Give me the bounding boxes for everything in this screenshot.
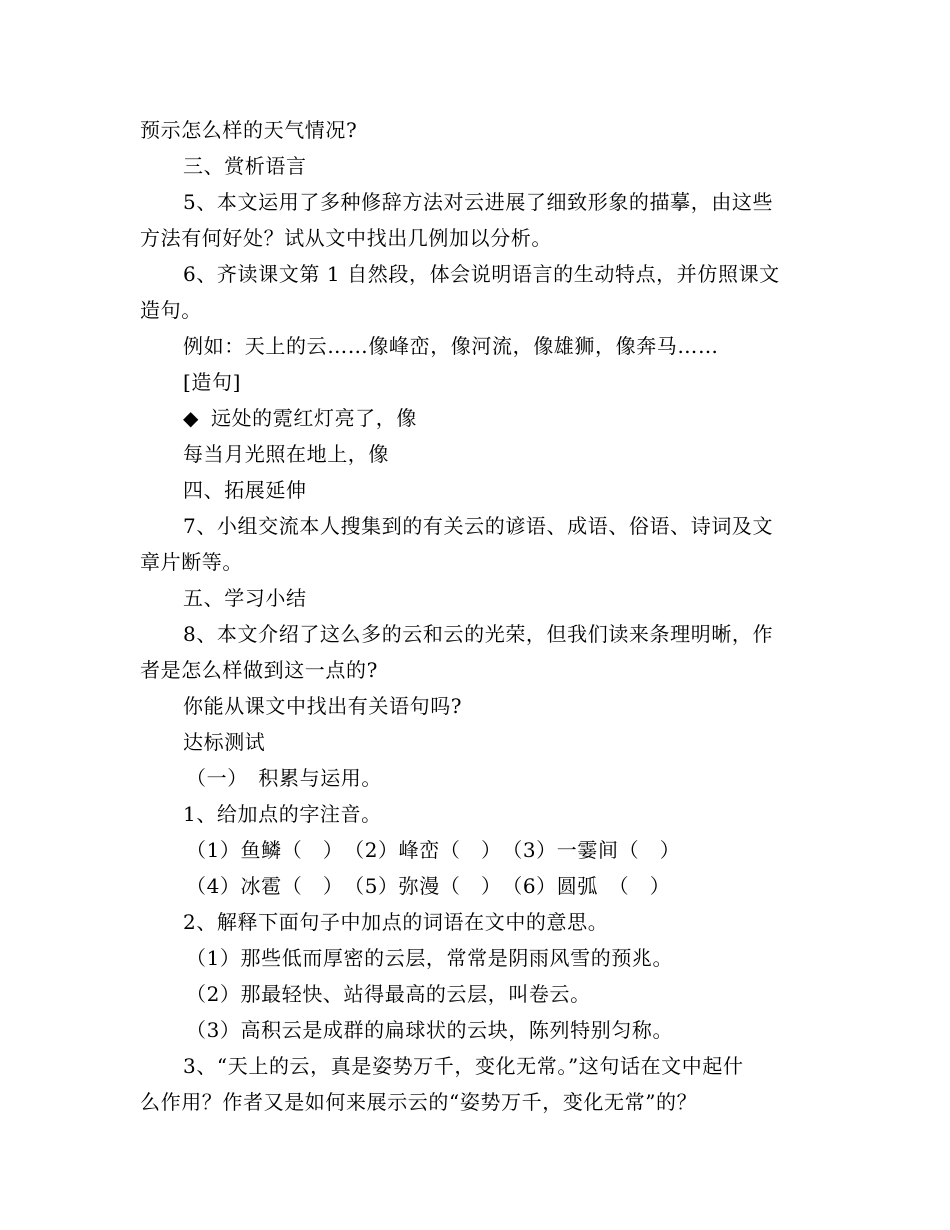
question-text: 7、小组交流本人搜集到的有关云的谚语、成语、俗语、诗词及文: [183, 514, 774, 538]
list-item: （1）鱼鳞（ ） （2）峰峦（ ） （3）一霎间（ ）: [186, 838, 681, 862]
question-text: 3、“天上的云，真是姿势万千，变化无常。”这句话在文中起什: [183, 1054, 744, 1078]
text-line: 者是怎么样做到这一点的?: [140, 658, 378, 682]
list-item: （3）高积云是成群的扁球状的云块，陈列特别匀称。: [186, 1018, 674, 1042]
section-heading: 三、赏析语言: [183, 154, 307, 178]
question-text: 8、本文介绍了这么多的云和云的光荣，但我们读来条理明晰，作: [183, 622, 774, 646]
list-item: （2）那最轻快、站得最高的云层，叫卷云。: [186, 982, 591, 1006]
section-heading: 四、拓展延伸: [183, 478, 307, 502]
text-line: 么作用？作者又是如何来展示云的“姿势万千，变化无常”的？: [140, 1090, 698, 1114]
list-item: （4）冰雹（ ） （5）弥漫（ ） （6）圆弧 （ ）: [186, 874, 671, 898]
bracket-label: [造句]: [183, 370, 242, 394]
text-line: 造句。: [140, 298, 202, 322]
text-line: 预示怎么样的天气情况?: [140, 118, 358, 142]
bullet-line: [183, 404, 863, 432]
subsection-heading: （一） 积累与运用。: [186, 766, 382, 790]
question-text: 1、给加点的字注音。: [183, 802, 382, 826]
text-line: 方法有何好处？试从文中找出几例加以分析。: [140, 226, 552, 250]
section-heading: 五、学习小结: [183, 586, 307, 610]
text-line: 每当月光照在地上，像: [183, 442, 389, 466]
text-line: 章片断等。: [140, 550, 243, 574]
question-text: 6、齐读课文第 1 自然段，体会说明语言的生动特点，并仿照课文: [183, 262, 780, 286]
question-text: 5、本文运用了多种修辞方法对云进展了细致形象的描摹，由这些: [183, 190, 774, 214]
text-line: 你能从课文中找出有关语句吗?: [183, 694, 463, 718]
diamond-bullet-icon: ◆: [183, 406, 199, 430]
question-text: 2、解释下面句子中加点的词语在文中的意思。: [183, 910, 609, 934]
section-heading: 达标测试: [183, 730, 266, 754]
example-text: 例如：天上的云……像峰峦，像河流，像雄狮，像奔马……: [183, 334, 719, 358]
list-item: （1）那些低而厚密的云层，常常是阴雨风雪的预兆。: [186, 946, 674, 970]
bullet-line-text: 远处的霓红灯亮了，像: [210, 406, 417, 430]
